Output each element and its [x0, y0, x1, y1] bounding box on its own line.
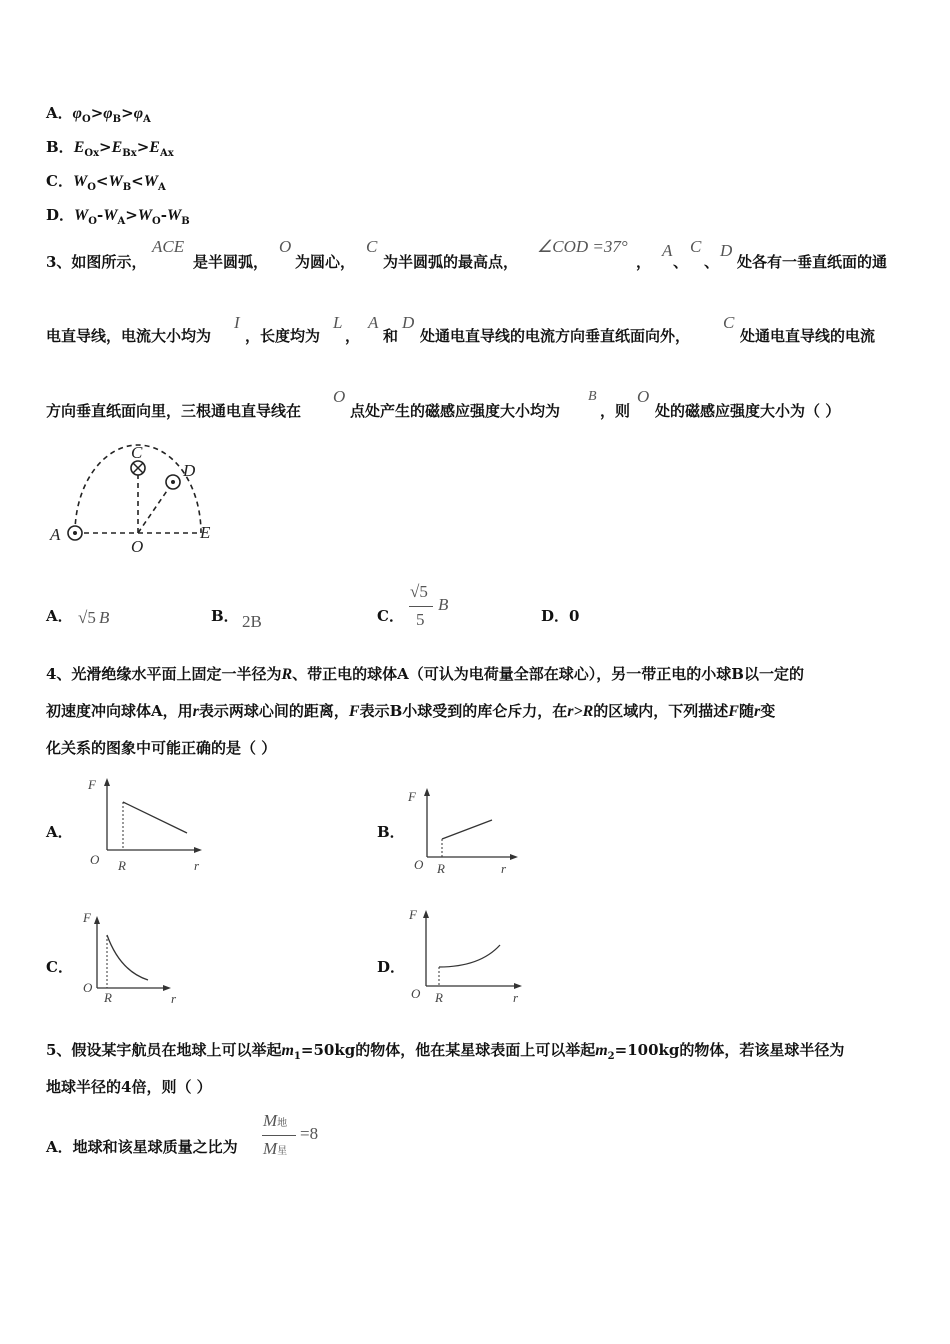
axis-label-r-big: R	[118, 858, 126, 873]
q3-var-d: D	[720, 241, 733, 260]
q3-text: 处的磁感应强度大小为（ ）	[655, 402, 841, 420]
q3-var-d: D	[402, 313, 415, 332]
q3-var-l: L	[333, 313, 343, 332]
fraction-numerator: M地	[263, 1111, 288, 1130]
q3-var-o: O	[333, 387, 346, 406]
axis-label-r-big: R	[104, 990, 112, 1005]
option-var: B	[438, 595, 449, 614]
q3-text: 为半圆弧的最高点，	[383, 253, 519, 271]
fraction-denominator: 5	[416, 610, 425, 629]
wire-a-out-icon	[68, 526, 82, 540]
fig-label-e: E	[200, 523, 211, 542]
q4-graph-b[interactable]	[405, 785, 535, 885]
y-axis-arrow-icon	[94, 916, 100, 924]
q3-text: 电直导线，电流大小均为	[46, 327, 212, 345]
x-axis-arrow-icon	[163, 985, 171, 991]
q2-option-d[interactable]: D．$W_O-W_A>W_O-W_B$	[46, 206, 190, 227]
fig-label-c: C	[131, 443, 143, 462]
axis-label-r: r	[171, 991, 177, 1006]
q3-text: 处通电直导线的电流方向垂直纸面向外，	[420, 327, 691, 345]
q3-var-a: A	[662, 241, 673, 260]
x-axis-arrow-icon	[194, 847, 202, 853]
q3-var-a: A	[368, 313, 379, 332]
q3-text: 处各有一垂直纸面的通	[737, 253, 888, 271]
q3-text: 、	[673, 253, 689, 271]
q3-text: 方向垂直纸面向里，三根通电直导线在	[46, 402, 302, 420]
q3-var-b: B	[588, 389, 597, 404]
q3-var-o: O	[637, 387, 650, 406]
q3-text: 处通电直导线的电流	[740, 327, 876, 345]
q3-var-i: I	[234, 313, 240, 332]
axis-label-o: O	[90, 852, 100, 867]
y-axis-arrow-icon	[424, 788, 430, 796]
q4-option-a-label[interactable]: A．	[46, 823, 73, 841]
q3-semicircle-figure	[40, 440, 230, 560]
q4-option-d-label[interactable]: D．	[377, 958, 406, 976]
fraction-value: =8	[300, 1124, 319, 1143]
option-label: B．	[211, 607, 239, 625]
fraction-bar	[409, 606, 433, 607]
q3-text: ，长度均为	[245, 327, 321, 345]
q3-text: 为圆心，	[295, 253, 356, 271]
option-text: A．地球和该星球质量之比为	[46, 1138, 238, 1156]
axis-label-f: F	[408, 789, 416, 804]
q4-graph-a[interactable]	[85, 775, 215, 875]
q3-var-c: C	[690, 237, 702, 256]
axis-label-f: F	[83, 910, 91, 925]
curve	[442, 820, 492, 839]
q3-text: ，则	[600, 402, 631, 420]
option-label: C．	[377, 607, 404, 625]
q4-graph-c[interactable]	[80, 908, 190, 1008]
axis-label-r: r	[501, 861, 507, 876]
option-value: 2B	[242, 612, 262, 631]
q3-var-c: C	[366, 237, 378, 256]
q3-text: ，	[345, 327, 361, 345]
q4-option-b-label[interactable]: B．	[377, 823, 405, 841]
axis-label-o: O	[83, 980, 93, 995]
q3-angle: ∠COD =37°	[537, 237, 628, 256]
q3-option-d[interactable]: D．0	[541, 607, 580, 625]
q5-line-1: 5、假设某宇航员在地球上可以举起$m_1=50kg$的物体，他在某星球表面上可以举起$m_2=100kg$的物体，若该星球半径为	[46, 1041, 845, 1062]
q4-line-2: 初速度冲向球体A，用r表示两球心间的距离，F表示B小球受到的库仑斥力，在r>R的区域内，下列描述F随r变	[46, 702, 776, 720]
wire-c-in-icon	[131, 461, 145, 475]
q2-option-a[interactable]: A．$\varphi_O>\varphi_B>\varphi_A$	[46, 104, 151, 125]
axis-label-f: F	[409, 907, 417, 922]
fraction-numerator: √5	[410, 582, 428, 601]
q3-text: 和	[383, 327, 399, 345]
axis-label-o: O	[411, 986, 421, 1001]
q4-option-c-label[interactable]: C．	[46, 958, 73, 976]
option-label: A．	[46, 607, 73, 625]
q3-arc-ace: ACE	[152, 237, 185, 256]
q3-text: 点处产生的磁感应强度大小均为	[350, 402, 561, 420]
q3-text: ，	[636, 253, 652, 271]
axis-label-r: r	[513, 990, 519, 1005]
fraction-denominator: M星	[263, 1139, 288, 1158]
y-axis-arrow-icon	[423, 910, 429, 918]
fig-label-a: A	[50, 525, 61, 544]
option-root: √5	[78, 608, 96, 627]
wire-d-out-icon	[166, 475, 180, 489]
q2-option-b[interactable]: B．$E_{Ox}>E_{Bx}>E_{Ax}$	[46, 138, 174, 159]
axis-label-r: r	[194, 858, 200, 873]
x-axis-arrow-icon	[510, 854, 518, 860]
q3-text: 、	[704, 253, 720, 271]
axis-label-r-big: R	[437, 861, 445, 876]
fig-label-d: D	[183, 461, 196, 480]
q3-var-c: C	[723, 313, 735, 332]
q4-line-3: 化关系的图象中可能正确的是（ ）	[46, 739, 277, 757]
fig-label-o: O	[131, 537, 144, 556]
fraction-bar	[262, 1135, 296, 1136]
q4-graph-d[interactable]	[405, 905, 535, 1005]
q5-line-2: 地球半径的4倍，则（ ）	[46, 1078, 212, 1096]
axis-label-f: F	[88, 777, 96, 792]
y-axis-arrow-icon	[104, 778, 110, 786]
axis-label-o: O	[414, 857, 424, 872]
x-axis-arrow-icon	[514, 983, 522, 989]
curve	[107, 935, 148, 980]
curve	[123, 802, 187, 833]
q4-line-1: 4、光滑绝缘水平面上固定一半径为R、带正电的球体A（可认为电荷量全部在球心），另一带正电的小球B以一定的	[46, 665, 804, 683]
axis-label-r-big: R	[435, 990, 443, 1005]
curve	[439, 945, 500, 967]
q3-var-o: O	[279, 237, 292, 256]
od-line	[138, 482, 173, 533]
q2-option-c[interactable]: C．$W_O<W_B<W_A$	[46, 172, 166, 193]
q3-number: 3、如图所示，	[46, 253, 147, 271]
q3-text: 是半圆弧，	[193, 253, 269, 271]
option-var: B	[99, 608, 110, 627]
